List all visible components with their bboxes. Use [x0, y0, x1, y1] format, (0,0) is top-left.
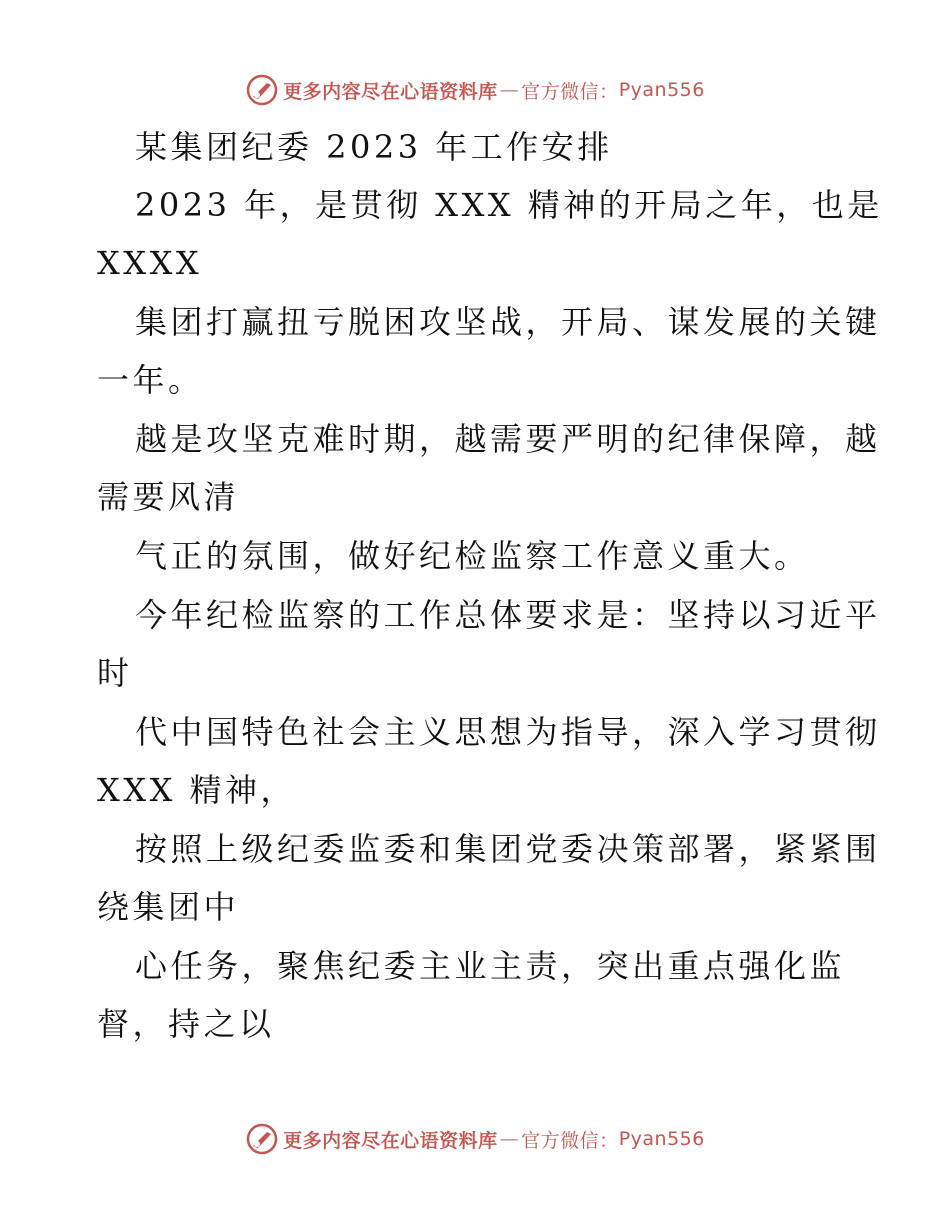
text-line: 气正的氛围，做好纪检监察工作意义重大。	[135, 537, 810, 575]
text-line: 今年纪检监察的工作总体要求是：坚持以习近平	[135, 596, 881, 634]
banner-separator: —	[499, 1128, 520, 1150]
document-title: 某集团纪委 2023 年工作安排	[135, 128, 613, 166]
text-line: 集团打赢扭亏脱困攻坚战，开局、谋发展的关键	[135, 303, 881, 341]
banner-brand-text: 更多内容尽在心语资料库	[283, 1129, 498, 1152]
text-line: 需要风清	[97, 478, 240, 516]
banner-separator: —	[499, 79, 520, 101]
text-line: XXXX	[97, 244, 203, 282]
text-line: XXX 精神，	[97, 771, 297, 809]
text-line: 心任务，聚焦纪委主业主责，突出重点强化监	[135, 947, 846, 985]
banner-wechat-label: 官方微信：	[521, 80, 619, 103]
banner-wechat-id: Pyan556	[618, 1128, 705, 1150]
banner-wechat-id: Pyan556	[618, 79, 705, 101]
footer-watermark-banner	[0, 1119, 950, 1159]
banner-brand-text: 更多内容尽在心语资料库	[283, 80, 498, 103]
text-line: 越是攻坚克难时期，越需要严明的纪律保障，越	[135, 420, 881, 458]
text-line: 绕集团中	[97, 888, 240, 926]
text-line: 一年。	[97, 361, 204, 399]
text-line: 代中国特色社会主义思想为指导，深入学习贯彻	[135, 713, 881, 751]
text-line: 督，持之以	[97, 1005, 275, 1043]
text-line: 2023 年，是贯彻 XXX 精神的开局之年，也是	[135, 186, 883, 224]
text-line: 按照上级纪委监委和集团党委决策部署，紧紧围	[135, 830, 881, 868]
banner-wechat-label: 官方微信：	[521, 1129, 619, 1152]
text-line: 时	[97, 654, 133, 692]
pen-logo-icon	[245, 1122, 279, 1156]
